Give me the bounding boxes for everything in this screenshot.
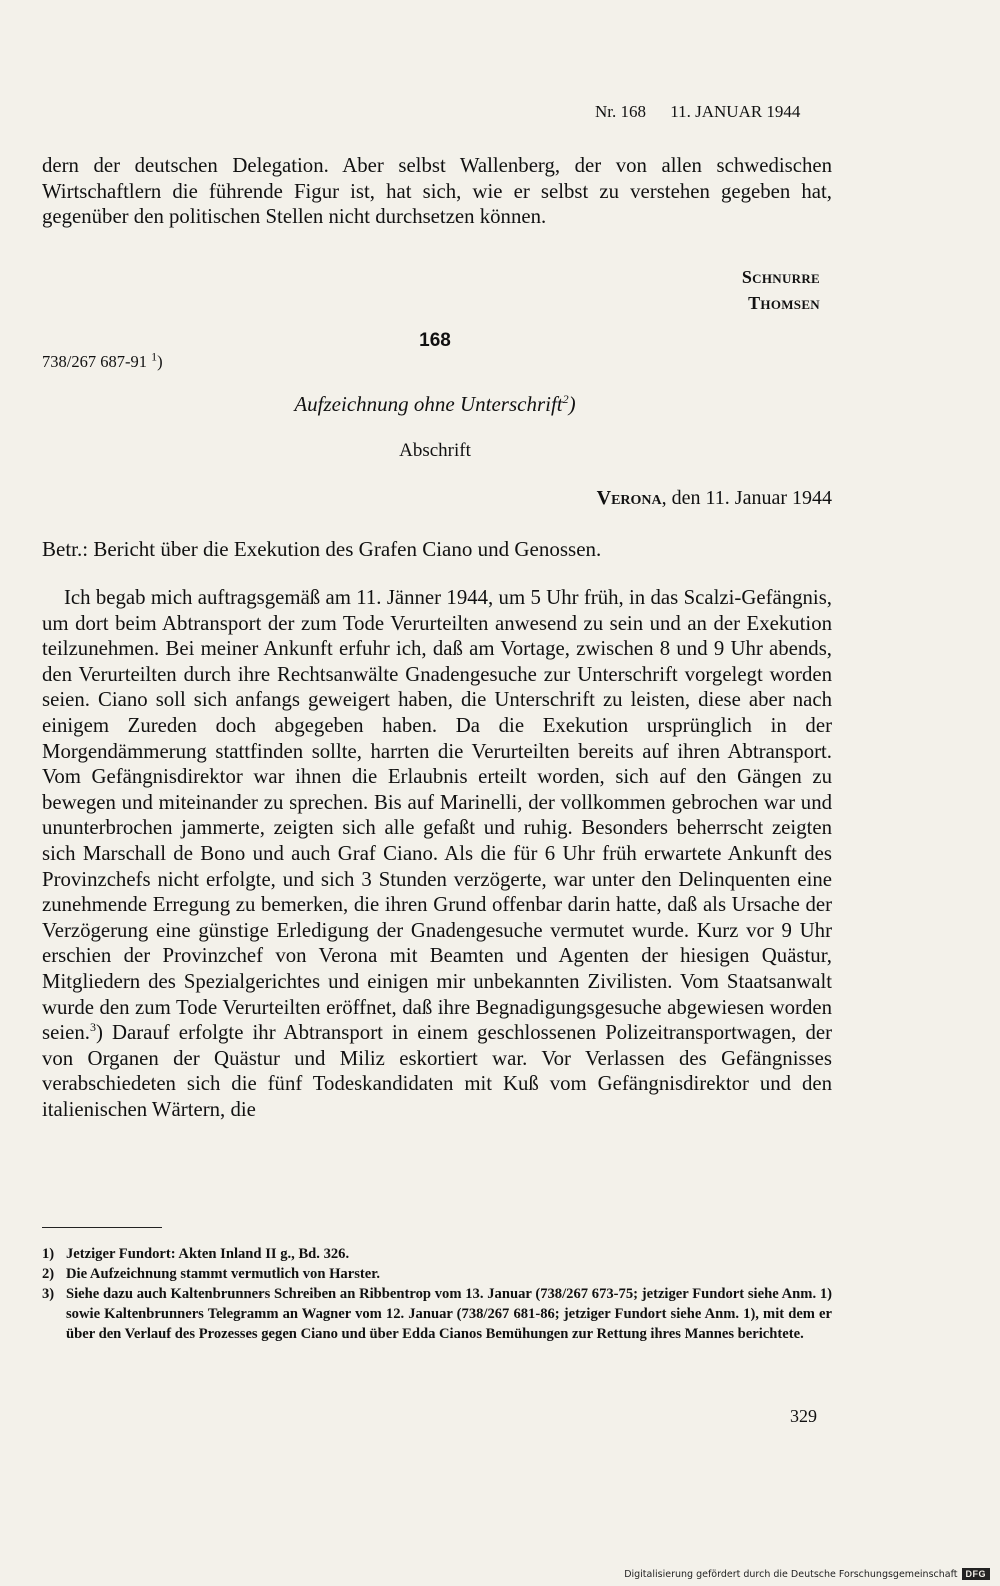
footnote-3 [42,1284,832,1344]
dateline-date: , den 11. Januar 1944 [661,487,832,509]
dateline-place: Verona [596,487,662,509]
document-reference-note: 1 [151,349,158,364]
document-number: 168 [419,330,451,351]
document-reference: 738/267 687-91 $^1$) [42,349,163,371]
footnotes [42,1244,832,1344]
digitization-credit-text: Digitalisierung gefördert durch die Deutsche Forschungsgemeinschaft [624,1568,958,1580]
footnote-text: Jetziger Fundort: Akten Inland II g., Bd. 326. [66,1246,350,1262]
running-head-date: 11. JANUAR 1944 [670,102,801,121]
main-paragraph-part1: Ich begab mich auftragsgemäß am 11. Jänner 1944, um 5 Uhr früh, in das Scalzi-Gefängnis, um dort beim Abtransport der zum Tode Verurteilten anwesend zu sein und an der Exekution teilzunehmen. Bei meiner Ankunft erfuhr ich, daß am Vortage, zwischen 8 und 9 Uhr abends, den Verurteilten durch ihre Rechtsanwälte Gnadengesuche zur Unterschrift vorgelegt worden seien. Ciano soll sich anfangs geweigert haben, die Unterschrift zu leisten, diese aber nach einigem Zureden doch abgegeben haben. Da die Exekution ursprünglich in der Morgendämmerung stattfinden sollte, harrten die Verurteilten bereits auf ihren Abtransport. Vom Gefängnisdirektor war ihnen die Erlaubnis erteilt worden, sich auf den Gängen zu bewegen und miteinander zu sprechen. Bis auf Marinelli, der vollkommen gebrochen war und ununterbrochen jammerte, zeigten sich alle gefaßt und ruhig. Besonders beherrscht zeigten sich Marschall de Bono und auch Graf Ciano. Als die für 6 Uhr früh erwartete Ankunft des Provinzchefs nicht erfolgte, und sich 3 Stunden verzögerte, war unter den Delinquenten eine zunehmende Erregung zu bemerken, die ihren Grund offenbar darin hatte, daß als Ursache der Verzögerung eine günstige Erledigung der Gnadengesuche vermutet wurde. Kurz vor 9 Uhr erschien der Provinzchef von Verona mit Beamten und Agenten der hiesigen Quästur, Mitgliedern des Spezialgerichtes und einigen mir unbekannten Zivilisten. Vom Staatsanwalt wurde den zum Tode Verurteilten eröffnet, daß ihre Begnadigungsgesuche abgewiesen worden seien. [42,586,832,1045]
subject-line: Betr.: Bericht über die Exekution des Grafen Ciano und Genossen. [42,537,602,561]
document-title: Aufzeichnung ohne Unterschrift$^2$) [294,392,576,416]
page-number: 329 [790,1406,817,1426]
document-reference-text: 738/267 687-91 [42,352,147,371]
signature-thomsen: Thomsen [748,293,820,313]
footnote-mark: 1) [42,1246,55,1262]
footnote-rule [42,1227,162,1228]
running-head-doc-number: Nr. 168 [595,102,646,121]
copy-label: Abschrift [399,440,471,461]
footnote-text: Siehe dazu auch Kaltenbrunners Schreiben an Ribbentrop vom 13. Januar (738/267 673-75; jetziger Fundort siehe Anm. 1) sowie Kaltenbrunners Telegramm an Wagner vom 12. Januar (738/267 681-86; jetziger Fundort siehe Anm. 1), mit dem er über den Verlauf des Prozesses gegen Ciano und über Edda Cianos Bemühungen zur Rettung ihres Mannes berichtete. [66,1286,832,1342]
continued-paragraph: dern der deutschen Delegation. Aber selbst Wallenberg, der von allen schwedischen Wirtschaftlern die führende Figur ist, hat sich, wie er selbst zu verstehen gegeben hat, gegenüber den politischen Stellen nicht durchsetzen können. [42,154,832,229]
document-title-text: Aufzeichnung ohne Unterschrift [294,392,563,416]
main-paragraph-part2: Darauf erfolgte ihr Abtransport in einem geschlossenen Polizeitransportwagen, der von Organen der Quästur und Miliz eskortiert war. Vor Verlassen des Gefängnisses verabschiedeten sich die fünf Todeskandidaten mit Kuß vom Gefängnisdirektor und den italienischen Wärtern, die [42,1021,832,1121]
running-head [595,102,835,122]
main-paragraph: Ich begab mich auftragsgemäß am 11. Jänner 1944, um 5 Uhr früh, in das Scalzi-Gefängnis, um dort beim Abtransport der zum Tode Verurteilten anwesend zu sein und an der Exekution teilzunehmen. Bei meiner Ankunft erfuhr ich, daß am Vortage, zwischen 8 und 9 Uhr abends, den Verurteilten durch ihre Rechtsanwälte Gnadengesuche zur Unterschrift vorgelegt worden seien. Ciano soll sich anfangs geweigert haben, die Unterschrift zu leisten, diese aber nach einigem Zureden doch abgegeben haben. Da die Exekution ursprünglich in der Morgendämmerung stattfinden sollte, harrten die Verurteilten bereits auf ihren Abtransport. Vom Gefängnisdirektor war ihnen die Erlaubnis erteilt worden, sich auf den Gängen zu bewegen und miteinander zu sprechen. Bis auf Marinelli, der vollkommen gebrochen war und ununterbrochen jammerte, zeigten sich alle gefaßt und ruhig. Besonders beherrscht zeigten sich Marschall de Bono und auch Graf Ciano. Als die für 6 Uhr früh erwartete Ankunft des Provinzchefs nicht erfolgte, und sich 3 Stunden verzögerte, war unter den Delinquenten eine zunehmende Erregung zu bemerken, die ihren Grund offenbar darin hatte, daß als Ursache der Verzögerung eine günstige Erledigung der Gnadengesuche vermutet wurde. Kurz vor 9 Uhr erschien der Provinzchef von Verona mit Beamten und Agenten der hiesigen Quästur, Mitgliedern des Spezialgerichtes und einigen mir unbekannten Zivilisten. Vom Staatsanwalt wurde den zum Tode Verurteilten eröffnet, daß ihre Begnadigungsgesuche abgewiesen worden seien.$^3$) Darauf erfolgte ihr Abtransport in einem geschlossenen Polizeitransportwagen, der von Organen der Quästur und Miliz eskortiert war. Vor Verlassen des Gefängnisses verabschiedeten sich die fünf Todeskandidaten mit Kuß vom Gefängnisdirektor und den italienischen Wärtern, die [42,586,832,1121]
dfg-logo-icon: DFG [962,1568,991,1580]
dateline [597,487,832,510]
footnote-mark: 3) [42,1286,55,1302]
footnote-mark: 2) [42,1266,55,1282]
digitization-credit [624,1568,990,1580]
document-title-note: 2 [562,392,569,406]
footnote-2 [42,1264,832,1284]
footnote-text: Die Aufzeichnung stammt vermutlich von Harster. [66,1266,381,1282]
signature-block [742,264,820,316]
footnote-ref-3: 3 [89,1020,96,1035]
signature-schnurre: Schnurre [741,267,820,287]
footnote-1 [42,1244,832,1264]
